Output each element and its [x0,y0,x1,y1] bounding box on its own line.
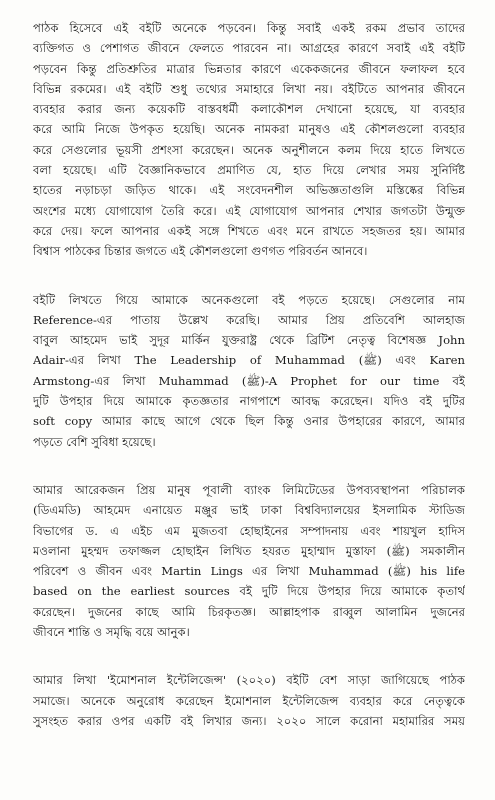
text-line: বলা হয়েছে। এটি বৈজ্ঞানিকভাবে প্রমাণিত যে, হাত দিয়ে লেখার সময় সুনির্দিষ্ট [33,163,465,178]
text-line: করে সেগুলোর ভূয়সী প্রশংসা করেছেন। অনেক অনুশীলনে কলম দিয়ে হাতে লিখতে [33,142,465,157]
text-line: করেছেন। দুজনের কাছে আমি চিরকৃতজ্ঞ। আল্লাহপাক রাব্বুল আলামিন দুজনের [33,604,465,619]
text-line: পরিবেশ ও জীবন এবং Martin Lings এর লিখা Muhammad (ﷺ) his life [33,564,465,579]
text-line: সমাজে। অনেকে অনুরোধ করেছেন ইমোশনাল ইন্টেলিজেন্স ব্যবহার করে নেতৃত্বকে [33,693,465,708]
text-line: জীবনে শান্তি ও সমৃদ্ধি বয়ে আনুক। [33,625,190,640]
text-line: মওলানা মুহম্মদ তফাজ্জল হোছাইন লিখিত হযরত মুহাম্মাদ মুস্তাফা (ﷺ) সমকালীন [33,543,465,558]
text-line: পড়তে বেশি সুবিধা হয়েছে। [33,434,156,449]
text-line: করে আমি নিজে উপকৃত হয়েছি। অনেক নামকরা মানুষও এই কৌশলগুলো ব্যবহার [33,122,465,137]
text-line: পাঠক হিসেবে এই বইটি অনেকে পড়বেন। কিন্তু সবাই একই রকম প্রভাব তাদের [33,21,465,35]
text-line: Reference-এর পাতায় উল্লেখ করেছি। আমার প্রিয় প্রতিবেশি আলহাজ [33,312,465,327]
paragraph-references [33,290,465,452]
text-line: based on the earliest sources বই দুটি দিয়ে উপহার দিয়ে আমাকে কৃতার্থ [33,584,465,599]
text-line: দুটি উপহার দিয়ে আমাকে কৃতজ্ঞতার নাগপাশে আবদ্ধ করেছেন। যদিও বই দুটির [33,394,465,409]
paragraph-acknowledgement [33,480,465,642]
text-line: বাবুল আহমেদ ভাই সুদূর মার্কিন যুক্তরাষ্ট্র থেকে ব্রিটিশ নেতৃত্ব বিশেষজ্ঞ John [33,333,465,348]
text-line: বিভিন্ন রকমের। এই বইটি শুধু তথ্যের সমাহারে লিখা নয়। বইটিতে আপনার জীবনে [33,81,465,96]
text-line: সুসংহত করার ওপর একটি বই লিখার জন্য। ২০২০ সালে করোনা মহামারির সময় [33,713,465,728]
text-line: ব্যবহার করার জন্য কয়েকটি বাস্তবধর্মী কলাকৌশল দেখানো হয়েছে, যা ব্যবহার [33,102,465,117]
text-line: অংশের মধ্যে যোগাযোগ তৈরি করে। এই যোগাযোগ আপনার শেখার জগতটা উন্মুক্ত [33,203,465,218]
text-line: (ডিএমডি) আহমেদ এনায়েত মঞ্জুর ভাই ঢাকা বিশ্ববিদ্যালয়ের ইসলামিক স্টাডিজ [33,503,465,518]
text-line: করে দেয়। ফলে আপনার একই সঙ্গে শিখতে এবং মনে রাখতে সহজতর হয়। আমার [33,223,465,238]
text-line: বইটি লিখতে গিয়ে আমাকে অনেকগুলো বই পড়তে হয়েছে। সেগুলোর নাম [33,292,465,307]
text-line: Armstong-এর লিখা Muhammad (ﷺ)-A Prophet for our time বই [33,373,465,388]
text-line: পড়বেন কিন্তু প্রতিশ্রুতির মাত্রার ভিন্নতার কারণে একেকজনের জীবনে ফলাফল হবে [33,61,465,76]
text-line: বিশ্বাস পাঠকের চিন্তার জগতে এই কৌশলগুলো গুণগত পরিবর্তন আনবে। [33,244,368,259]
text-line: Adair-এর লিখা The Leadership of Muhammad (ﷺ) এবং Karen [33,353,465,368]
text-line: ব্যক্তিগত ও পেশাগত জীবনে ফেলতে পারবেন না। আগ্রহের কারণে সবাই এই বইটি [33,41,465,56]
text-line: বিভাগের ড. এ এইচ এম মুজতবা হোছাইনের সম্পাদনায় এবং শায়খুল হাদিস [33,523,465,538]
paragraph-previous-book [33,670,465,731]
text-line: soft copy আমার কাছে আগে থেকে ছিল কিন্তু ওনার উপহারের কারণে, আমার [33,414,465,429]
text-line: হাতের নড়াচড়া জড়িত থাকে। এই সংবেদনশীল অভিজ্ঞতাগুলি মস্তিষ্কের বিভিন্ন [33,183,465,198]
paragraph-intro [33,18,465,262]
text-line: আমার আরেকজন প্রিয় মানুষ পূবালী ব্যাংক লিমিটেডের উপব্যবস্থাপনা পরিচালক [33,482,465,497]
text-line: আমার লিখা 'ইমোশনাল ইন্টেলিজেন্স' (২০২০) বইটি বেশ সাড়া জাগিয়েছে পাঠক [33,673,465,688]
